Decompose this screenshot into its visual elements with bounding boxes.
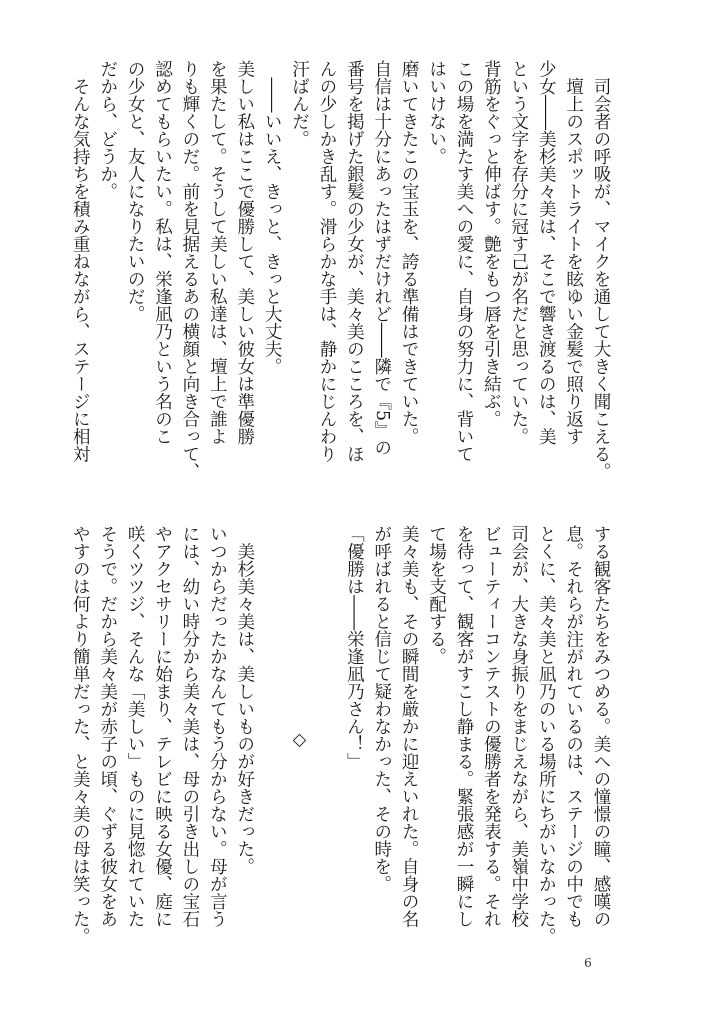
text-line: を待って、観客がすこし静まる。緊張感が一瞬にし	[453, 525, 474, 928]
page-number: 6	[584, 956, 592, 970]
text-line: には、幼い時分から美々美は、母の引き出しの宝石	[179, 525, 200, 928]
text-line: 少女――美杉美々美は、そこで響き渡るのは、美	[536, 60, 557, 445]
text-line: ビューティーコンテストの優勝者を発表する。それ	[481, 525, 502, 928]
text-line: 息。それらが注がれているのは、ステージの中でも	[563, 525, 584, 928]
text-line: やすのは何より簡単だった、と美々美の母は笑った。	[70, 525, 91, 945]
text-line: 咲くツツジ、そんな「美しい」ものに見惚れていた	[125, 525, 146, 928]
text-line: 認めてもらいたい。私は、栄逢凪乃という名のこ	[152, 60, 173, 445]
text-line: を果たして。そうして美しい私達は、壇上で誰よ	[207, 60, 228, 445]
text-line: やアクセサリーに始まり、テレビに映る女優、庭に	[152, 525, 173, 928]
text-line: りも輝くのだ。前を見据えるあの横顔と向き合って、	[179, 60, 200, 480]
text-line: 美々美も、その瞬間を厳かに迎えいれた。自身の名	[399, 525, 420, 928]
text-line: 汗ばんだ。	[289, 60, 310, 148]
text-line: そんな気持ちを積み重ねながら、ステージに相対	[70, 60, 91, 463]
text-line: 「優勝は――栄逢凪乃さん！」	[344, 525, 365, 770]
text-line: そうで。だから美々美が赤子の頃、ぐずる彼女をあ	[97, 525, 118, 928]
text-line: 背筋をぐっと伸ばす。艶をもつ唇を引き結ぶ。	[481, 60, 502, 428]
text-line: この場を満たす美への愛に、自身の努力に、背いて	[453, 60, 474, 463]
text-line: という文字を存分に冠す己が名だと思っていた。	[508, 60, 529, 445]
text-line: だから、どうか。	[97, 60, 118, 200]
text-line: んの少しかき乱す。滑らかな手は、静かにじんわり	[316, 60, 337, 463]
text-line: て場を支配する。	[426, 525, 447, 665]
section-break-diamond: ◇	[289, 730, 310, 750]
text-line: 番号を掲げた銀髪の少女が、美々美のこころを、ほ	[344, 60, 365, 463]
text-line: が呼ばれると信じて疑わなかった、その時を。	[371, 525, 392, 893]
text-line: ――いいえ、きっと、きっと大丈夫。	[262, 60, 283, 375]
text-line: とくに、美々美と凪乃のいる場所にちがいなかった。	[536, 525, 557, 945]
text-block-top	[70, 60, 614, 512]
text-line: はいけない。	[426, 60, 447, 165]
text-line: 美しい私はここで優勝して、美しい彼女は準優勝	[234, 60, 255, 445]
text-line: の少女と、友人になりたいのだ。	[125, 60, 146, 323]
text-line: 磨いてきたこの宝玉を、誇る準備はできていた。	[399, 60, 420, 445]
text-line: いつからだったかなんてもう分からない。母が言う	[207, 525, 228, 928]
text-line: 司会者の呼吸が、マイクを通して大きく聞こえる。	[591, 60, 611, 480]
text-line: 司会が、大きな身振りをまじえながら、美嶺中学校	[508, 525, 529, 928]
text-line: 美杉美々美は、美しいものが好きだった。	[234, 525, 255, 875]
text-line: 壇上のスポットライトを眩ゆい金髪で照り返す	[563, 60, 584, 445]
text-line: 自信は十分にあったはずだけれど――隣で『5』の	[371, 60, 392, 457]
text-line: する観客たちをみつめる。美への憧憬の瞳、感嘆の	[591, 525, 611, 928]
text-block-bottom	[70, 525, 614, 955]
